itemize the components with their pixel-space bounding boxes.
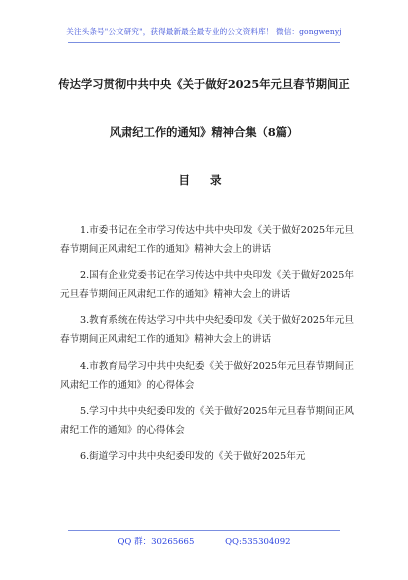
toc-item-1[interactable]: 1.市委书记在全市学习传达中共中央印发《关于做好2025年元旦春节期间正风肃纪工作的通知》精神大会上的讲话 [60, 225, 354, 256]
toc-item-6[interactable]: 6.街道学习中共中央纪委印发的《关于做好2025年元 [80, 450, 306, 462]
header-divider [68, 42, 340, 43]
footer-qq-group: QQ 群：30265665 [117, 537, 195, 547]
toc-item-3[interactable]: 3.教育系统在传达学习中共中央纪委印发《关于做好2025年元旦春节期间正风肃纪工作的通知》精神大会上的讲话 [60, 315, 354, 346]
toc-heading: 目 录 [178, 173, 230, 187]
document-title-line-2: 风肃纪工作的通知》精神合集（8篇） [109, 125, 299, 139]
footer-qq: QQ:535304092 [225, 537, 291, 547]
footer-contact [0, 535, 408, 547]
table-of-contents [60, 221, 354, 473]
footer-divider [68, 530, 340, 531]
header-notice: 关注头条号"公文研究"，获得最新最全最专业的公文资料库！ 微信：gongwenyj [66, 27, 342, 36]
toc-item-2[interactable]: 2.国有企业党委书记在学习传达中共中央印发《关于做好2025年元旦春节期间正风肃纪工作的通知》精神大会上的讲话 [60, 270, 354, 301]
document-title-line-1: 传达学习贯彻中共中央《关于做好2025年元旦春节期间正 [58, 77, 350, 91]
toc-item-5[interactable]: 5.学习中共中央纪委印发的《关于做好2025年元旦春节期间正风肃纪工作的通知》的心得体会 [60, 405, 354, 436]
toc-item-4[interactable]: 4.市教育局学习中共中央纪委《关于做好2025年元旦春节期间正风肃纪工作的通知》的心得体会 [60, 360, 354, 391]
